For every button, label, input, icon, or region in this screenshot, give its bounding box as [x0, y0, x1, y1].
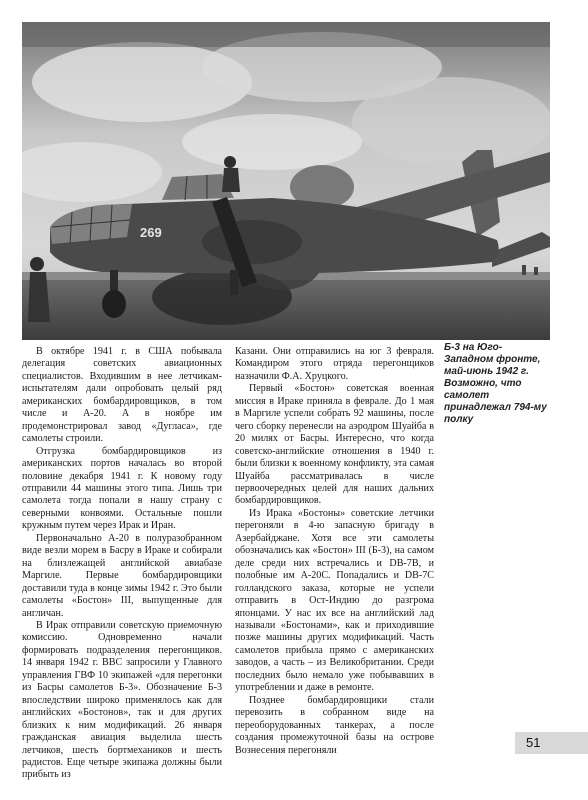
text-column-left — [22, 346, 222, 782]
paragraph: В октябре 1941 г. в США побывала делегация советских авиационных специалистов. Входившим в нее летчикам-испытателям дали опробовать целый ряд американских бомбардировщиков, в том числе и А-20. А в ноябре им продемонстрировал завод «Дугласа», где самолеты строили. — [22, 346, 222, 445]
tail-number-label: 269 — [140, 225, 162, 240]
boston-bomber-image — [22, 22, 550, 340]
paragraph: Из Ирака «Бостоны» советские летчики перегоняли в 4-ю запасную бригаду в Азербайджане. Хотя все эти самолеты обозначались как «Бостон» III (Б-3), на самом деле среди них встречались и DB-7B, и полобные им А-20С. Попадались и DB-7C голландского заказа, которые не успели отправить в Ост-Индию до разгрома японцами. У нас их все на английский лад называли «Бостонами», как и приходившие позже машины других модификаций. Часть самолетов прибыла прямо с американских заводов, а часть – из Великобритании. Среди последних было немало уже побывавших в употреблении и даже в ремонте. — [235, 507, 434, 694]
text-column-right — [235, 346, 434, 757]
paragraph: Первый «Бостон» советская военная миссия в Ираке приняла в феврале. До 1 мая в Маргиле успели собрать 92 машины, после чего сборку перенесли на аэродром Шуайба в 20 милях от Басры. Интересно, что когда советско-английские отношения в 1940 г. были близки к военному конфликту, эта самая Шуайба рассматривалась в числе первоочередных целей для наших дальних бомбардировщиков. — [235, 383, 434, 507]
paragraph: В Ирак отправили советскую приемочную комиссию. Одновременно начали формировать подразделения перегонщиков. 14 января 1942 г. ВВС запросили у Главного управления ГВФ 10 экипажей «для перегонки из Басры самолетов Б-3». Обозначение Б-3 впоследствии широко применялось как для английских «Бостонов», так и для других близких к ним модификаций. 26 января гражданская авиация выделила шесть летчиков, шесть бортмехаников и шесть радистов. Еще четыре экипажа должны были прибыть из — [22, 619, 222, 781]
paragraph: Отгрузка бомбардировщиков из американских портов началась во второй половине декабря 1941 г. К новому году отправили 44 машины этого типа. Лишь три самолета тогда попали в нашу страну с северными конвоями. Остальные пошли кружным путем через Ирак и Иран. — [22, 445, 222, 532]
aircraft-photo — [22, 22, 550, 340]
page-number: 51 — [526, 735, 541, 750]
paragraph: Позднее бомбардировщики стали перевозить в собранном виде на переоборудованных танкерах, а после создания промежуточной базы на острове Вознесения перегоняли — [235, 694, 434, 756]
paragraph: Первоначально А-20 в полуразобранном виде везли морем в Басру в Ираке и собирали на близлежащей английской авиабазе Маргиле. Первые бомбардировщики доставили туда в конце зимы 1942 г. Это были самолеты «Бостон» III, выпущенные для англичан. — [22, 532, 222, 619]
photo-caption: Б-3 на Юго-Западном фронте, май-июнь 1942 г. Возможно, что самолет принадлежал 794-му полку — [444, 342, 547, 425]
paragraph: Казани. Они отправились на юг 3 февраля. Командиром этого отряда перегонщиков назначили Ф.А. Хруцкого. — [235, 346, 434, 382]
